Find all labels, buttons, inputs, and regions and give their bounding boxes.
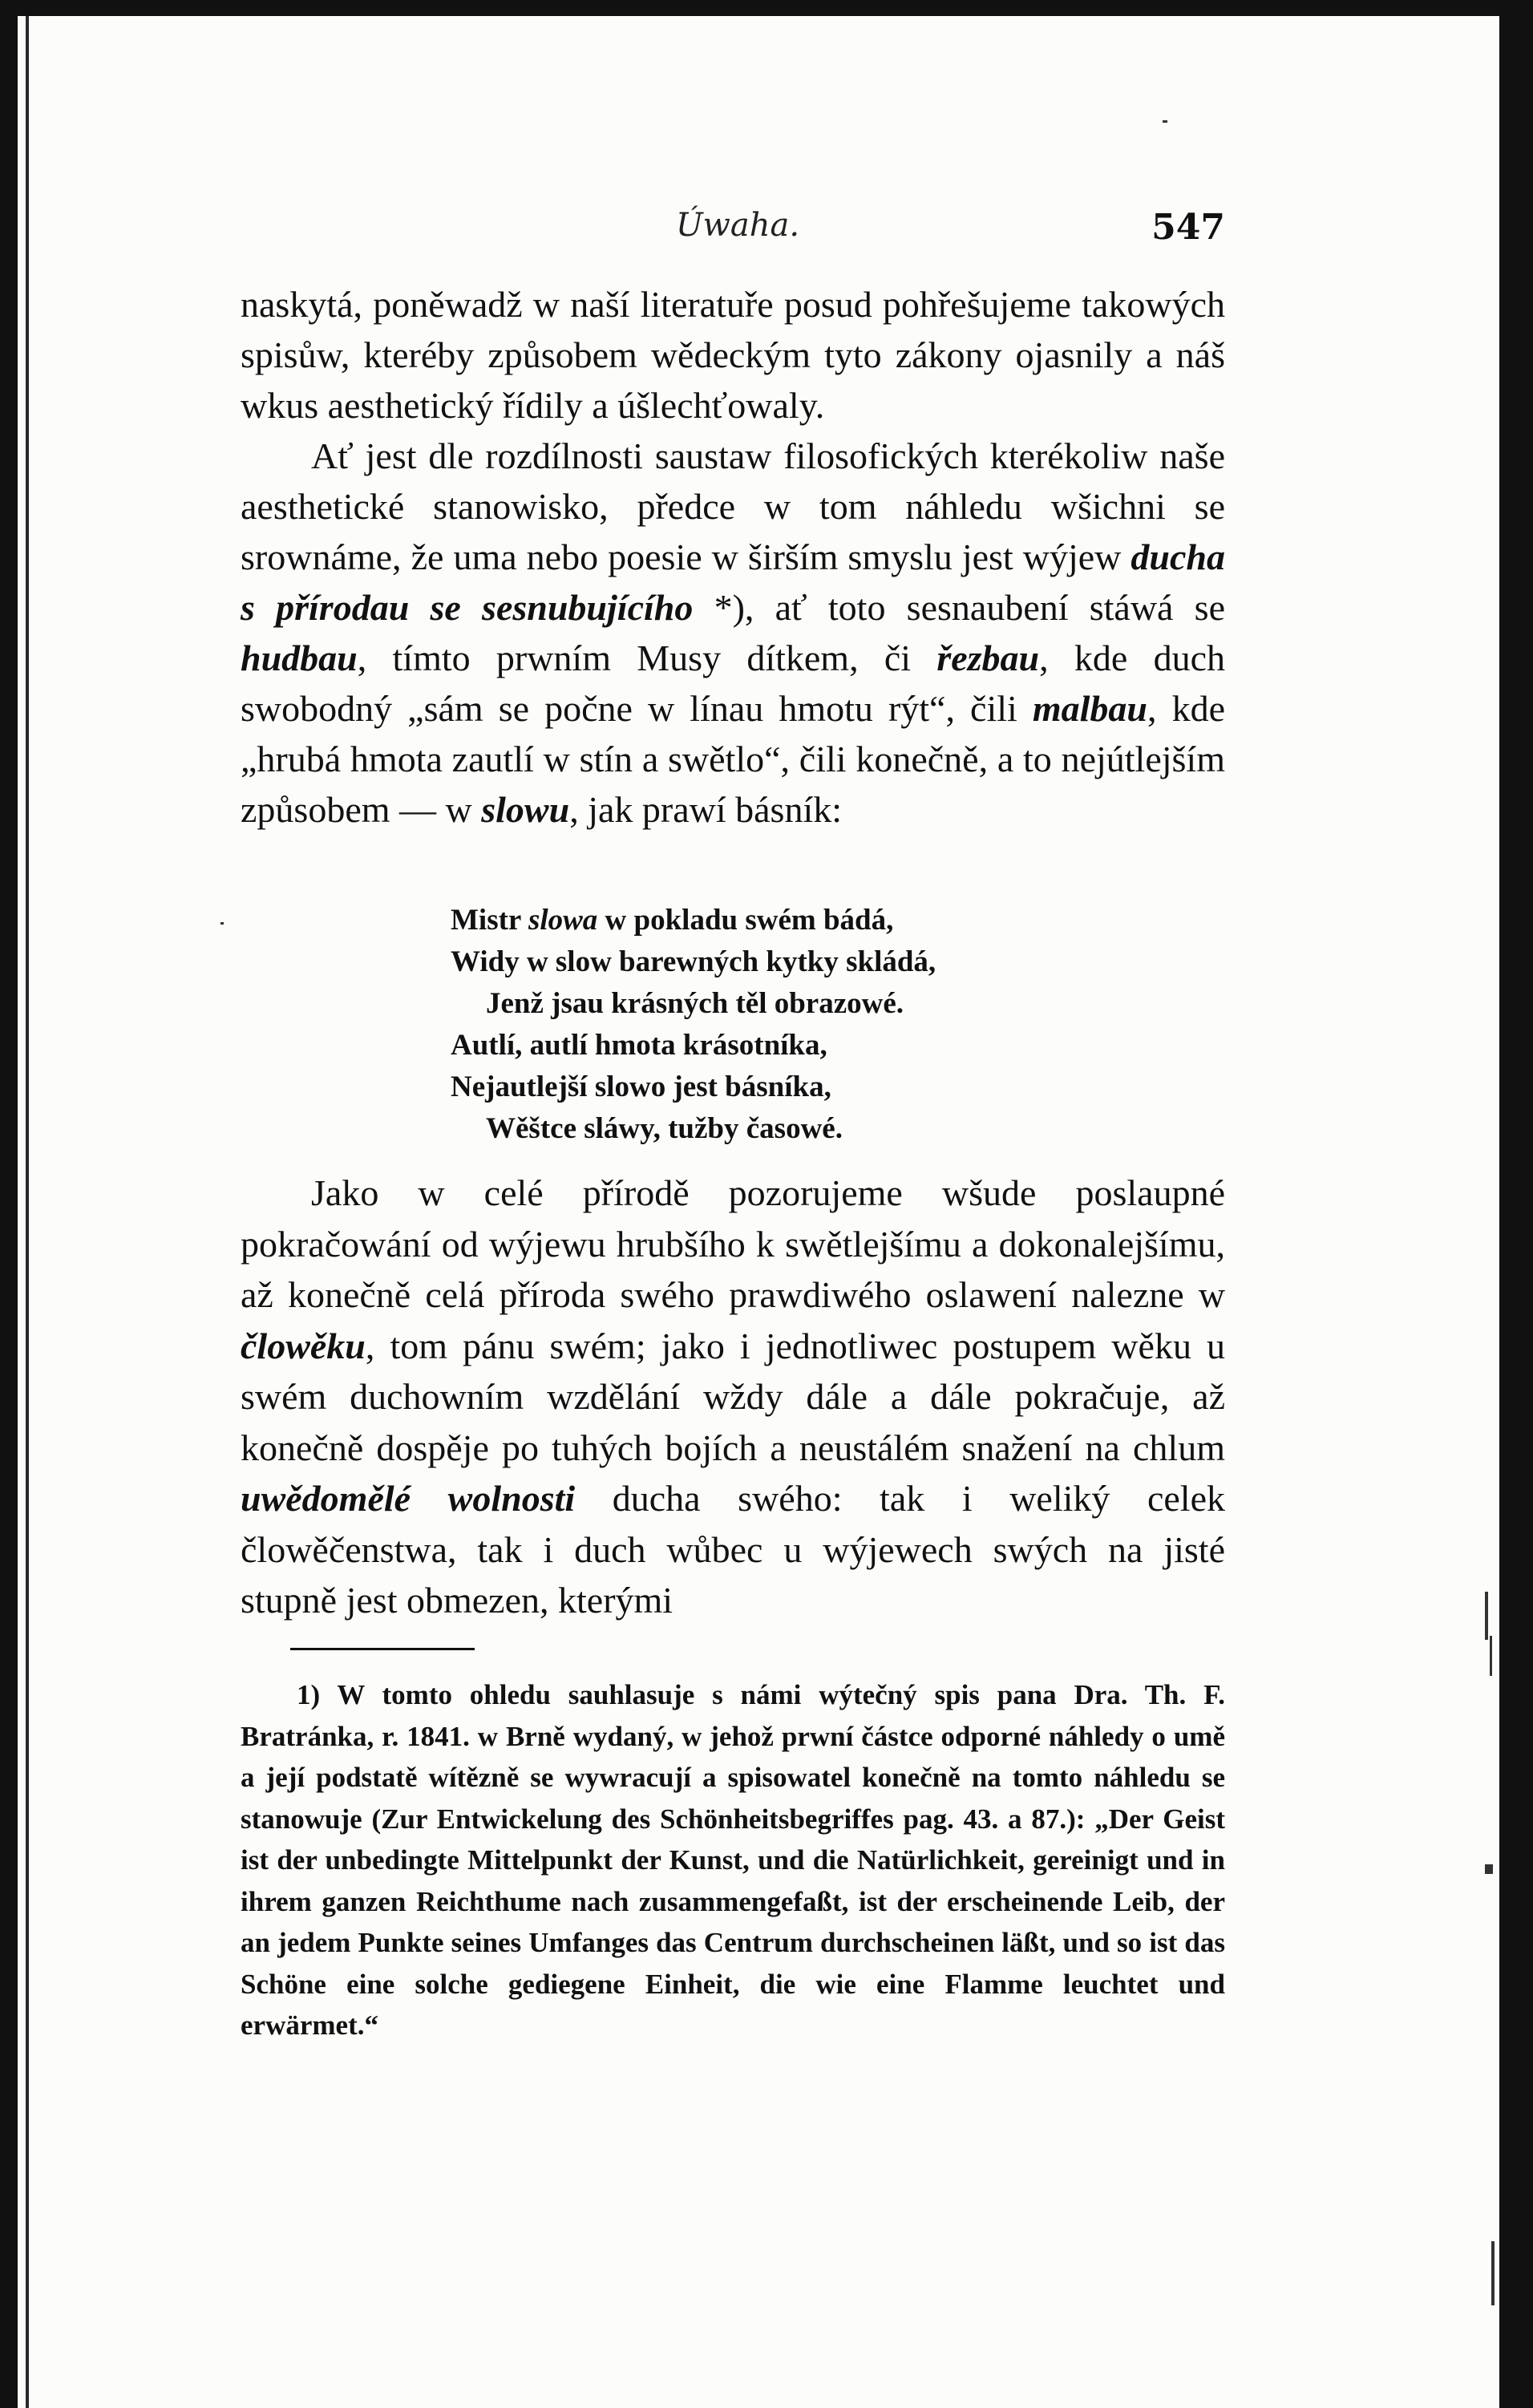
para2-text-5: , kde „hrubá hmota zautlí w stín a swětlo“, čili konečně, a to nejútlejším způsobem — w (241, 688, 1225, 830)
para2-emphasis-3: řezbau (936, 637, 1040, 678)
para2-text-3: , tímto prwním Musy dítkem, či (357, 637, 937, 678)
scan-edge-right (1499, 0, 1533, 2408)
speck (1490, 1636, 1492, 1676)
para2-text-6: , jak prawí básník: (569, 789, 843, 830)
para3-text-2: , tom pánu swém; jako i jednotliwec postupem wěku u swém duchowním wzdělání wždy dále a dále pokračuje, až konečně dospěje po tuhých bojích a neustálém snažení na chlum (241, 1325, 1225, 1468)
speck (1485, 1592, 1488, 1640)
paragraph-3 (241, 1168, 1225, 1626)
paragraph-1: naskytá, poněwadž w naší literatuře posud pohřešujeme takowých spisůw, kteréby způsobem wědeckým tyto zákony ojasnily a náš wkus aesthetický řídily a úšlechťowaly. (241, 284, 1225, 426)
para2-emphasis-2: hudbau (241, 637, 358, 678)
para2-emphasis-5: slowu (481, 789, 570, 830)
footnote-text: 1) W tomto ohledu sauhlasuje s námi wýtečný spis pana Dra. Th. F. Bratránka, r. 1841. w Brně wydaný, w jehož prwní částce odporné náhledy o umě a její podstatě wítězně se wywracují a spisowatel konečně na tomto náhledu se stanowuje (Zur Entwickelung des Schönheitsbegriffes pag. 43. a 87.): „Der Geist ist der unbedingte Mittelpunkt der Kunst, und die Natürlichkeit, gereinigt und in ihrem ganzen Reichthume nach zusammengefaßt, ist der erscheinende Leib, der an jedem Punkte seines Umfanges das Centrum durchscheinen läßt, und so ist das Schöne eine solche gediegene Einheit, die wie eine Flamme leuchtet und erwärmet.“ (241, 1679, 1225, 2041)
speck (220, 922, 224, 925)
scan-edge-left (0, 0, 18, 2408)
para2-emphasis-1: ducha s přírodau se sesnubujícího (241, 536, 1225, 628)
binding-line (26, 16, 29, 2408)
poem-line-3: Jenž jsau krásných těl obrazowé. (486, 987, 904, 1020)
page-number: 547 (1151, 207, 1225, 248)
scan-edge-top (0, 0, 1533, 16)
poem-line-6: Wěštce sláwy, tužby časowé. (486, 1112, 843, 1145)
page-header (241, 207, 1225, 255)
speck (1485, 1864, 1493, 1874)
body-text-top (241, 279, 1225, 835)
poem-line-4: Autlí, autlí hmota krásotníka, (451, 1029, 827, 1062)
para3-emphasis-1: člowěku (241, 1325, 366, 1366)
para2-text-4: , kde duch swobodný „sám se počne w línau hmotu rýt“, čili (241, 637, 1225, 729)
para3-text-1: Jako w celé přírodě pozorujeme wšude poslaupné pokračowání od wýjewu hrubšího k swětlejšímu a dokonalejšímu, až konečně celá příroda swého prawdiwého oslawení nalezne w (241, 1172, 1225, 1315)
poem-line-5: Nejautlejší slowo jest básníka, (451, 1070, 831, 1103)
footnote (241, 1674, 1225, 2046)
poem-line-1-start: Mistr (451, 904, 528, 937)
para2-text-1: Ať jest dle rozdílnosti saustaw filosofických kterékoliw naše aesthetické stanowisko, předce w tom náhledu wšichni se srownáme, že uma nebo poesie w širším smyslu jest wýjew (241, 435, 1225, 577)
speck (1163, 120, 1167, 123)
footnote-divider (290, 1648, 475, 1650)
poem-line-1 (451, 900, 1092, 941)
speck (1491, 2241, 1495, 2305)
para2-text-2: *), ať toto sesnaubení stáwá se (693, 587, 1225, 628)
para3-emphasis-2: uwědomělé wolnosti (241, 1478, 576, 1519)
para2-emphasis-4: malbau (1032, 688, 1148, 729)
para3-text-3: ducha swého: tak i weliký celek člowěčenstwa, tak i duch wůbec u wýjewech swých na jisté stupně jest obmezen, kterými (241, 1478, 1225, 1621)
body-text-bottom (241, 1168, 1225, 1626)
poem (451, 900, 1092, 1150)
poem-line-2: Widy w slow barewných kytky skládá, (451, 945, 936, 978)
poem-line-1-emphasis: slowa (528, 904, 598, 937)
poem-line-1-end: w pokladu swém bádá, (597, 904, 894, 937)
running-head: Úwaha. (675, 207, 800, 244)
paragraph-2 (241, 431, 1225, 835)
